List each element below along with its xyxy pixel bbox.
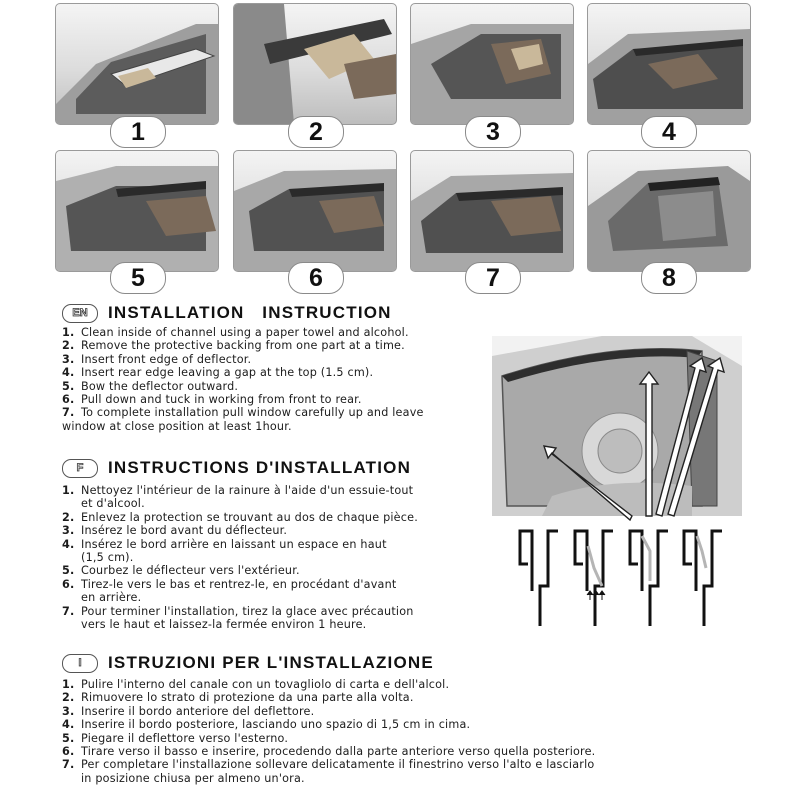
instruction-step: 5. Bow the deflector outward. xyxy=(62,379,239,393)
car-window-illustration xyxy=(234,4,396,124)
deflector-profile xyxy=(588,536,706,586)
step-number-badge: 7 xyxy=(465,262,521,294)
language-badge-en: EN xyxy=(62,304,98,323)
instruction-step: 1. Clean inside of channel using a paper towel and alcohol. xyxy=(62,326,409,339)
instruction-step: 6. Tirare verso il basso e inserire, procedendo dalla parte anteriore verso quella posteriore. xyxy=(62,745,596,759)
section-title-it: ISTRUZIONI PER L'INSTALLAZIONE xyxy=(108,653,434,672)
instruction-step-continued: et d'alcool. xyxy=(81,497,145,511)
step-number-badge: 1 xyxy=(110,116,166,148)
instruction-step: 4. Insérez le bord arrière en laissant un espace en haut xyxy=(62,537,387,551)
step-number-badge: 5 xyxy=(110,262,166,294)
step-number-badge: 8 xyxy=(641,262,697,294)
instruction-step: 3. Insert front edge of deflector. xyxy=(62,352,252,366)
instruction-list-en xyxy=(62,326,424,433)
car-window-illustration xyxy=(56,151,218,271)
instruction-step: 2. Enlevez la protection se trouvant au dos de chaque pièce. xyxy=(62,510,418,524)
car-window-illustration xyxy=(588,4,750,124)
step-photo-1 xyxy=(55,3,219,125)
language-badge-fr: F xyxy=(62,459,98,478)
instruction-step: 4. Inserire il bordo posteriore, lasciando uno spazio di 1,5 cm in cima. xyxy=(62,718,471,732)
step-photo-4 xyxy=(587,3,751,125)
instruction-step-continued: (1,5 cm). xyxy=(81,551,134,565)
instruction-step: 1. Pulire l'interno del canale con un tovagliolo di carta e dell'alcol. xyxy=(62,678,450,691)
step-number-badge: 6 xyxy=(288,262,344,294)
instruction-step: 2. Remove the protective backing from one part at a time. xyxy=(62,339,405,353)
section-title-en: INSTALLATION INSTRUCTION xyxy=(108,303,392,322)
installation-diagram xyxy=(492,336,742,626)
section-title-fr: INSTRUCTIONS D'INSTALLATION xyxy=(108,458,412,477)
step-number-badge: 2 xyxy=(288,116,344,148)
language-badge-it: I xyxy=(62,654,98,673)
instruction-list-fr xyxy=(62,484,418,631)
step-photo-6 xyxy=(233,150,397,272)
car-window-illustration xyxy=(234,151,396,271)
instruction-step: 5. Piegare il deflettore verso l'esterno. xyxy=(62,731,289,745)
car-window-illustration xyxy=(588,151,750,271)
instruction-step-continued: in posizione chiusa per almeno un'ora. xyxy=(81,771,305,785)
instruction-step: 1. Nettoyez l'intérieur de la rainure à l'aide d'un essuie-tout xyxy=(62,484,414,497)
channel-profile-diagrams xyxy=(520,531,722,626)
instruction-step: 7. To complete installation pull window carefully up and leave xyxy=(62,406,424,420)
step-photo-3 xyxy=(410,3,574,125)
instruction-step-continued: vers le haut et laissez-la fermée environ 1 heure. xyxy=(81,618,367,632)
step-number-badge: 4 xyxy=(641,116,697,148)
section-heading-it xyxy=(62,653,434,673)
deflector-diagram-illustration xyxy=(492,336,742,626)
section-heading-en xyxy=(62,303,392,323)
instruction-step: 2. Rimuovere lo strato di protezione da una parte alla volta. xyxy=(62,691,414,705)
step-photo-8 xyxy=(587,150,751,272)
step-photo-7 xyxy=(410,150,574,272)
instruction-step: 3. Inserire il bordo anteriore del deflettore. xyxy=(62,704,315,718)
instruction-step: 6. Pull down and tuck in working from front to rear. xyxy=(62,393,362,407)
car-window-illustration xyxy=(411,4,573,124)
instruction-step: 3. Insérez le bord avant du déflecteur. xyxy=(62,524,288,538)
instruction-list-it xyxy=(62,678,595,785)
step-photo-2 xyxy=(233,3,397,125)
step-number-badge: 3 xyxy=(465,116,521,148)
push-arrows-icon xyxy=(587,591,605,600)
instruction-step: 7. Per completare l'installazione sollevare delicatamente il finestrino verso l'alto e lasciarlo xyxy=(62,758,595,772)
instruction-step: 4. Insert rear edge leaving a gap at the top (1.5 cm). xyxy=(62,366,374,380)
instruction-step: 6. Tirez-le vers le bas et rentrez-le, en procédant d'avant xyxy=(62,577,397,591)
step-photo-5 xyxy=(55,150,219,272)
car-window-illustration xyxy=(411,151,573,271)
section-heading-fr xyxy=(62,458,411,478)
instruction-step-continued: en arrière. xyxy=(81,591,142,605)
instruction-step: 7. Pour terminer l'installation, tirez la glace avec précaution xyxy=(62,604,414,618)
car-window-illustration xyxy=(56,4,218,124)
instruction-step-continued: window at close position at least 1hour. xyxy=(62,419,292,433)
instruction-step: 5. Courbez le déflecteur vers l'extérieur. xyxy=(62,564,300,578)
